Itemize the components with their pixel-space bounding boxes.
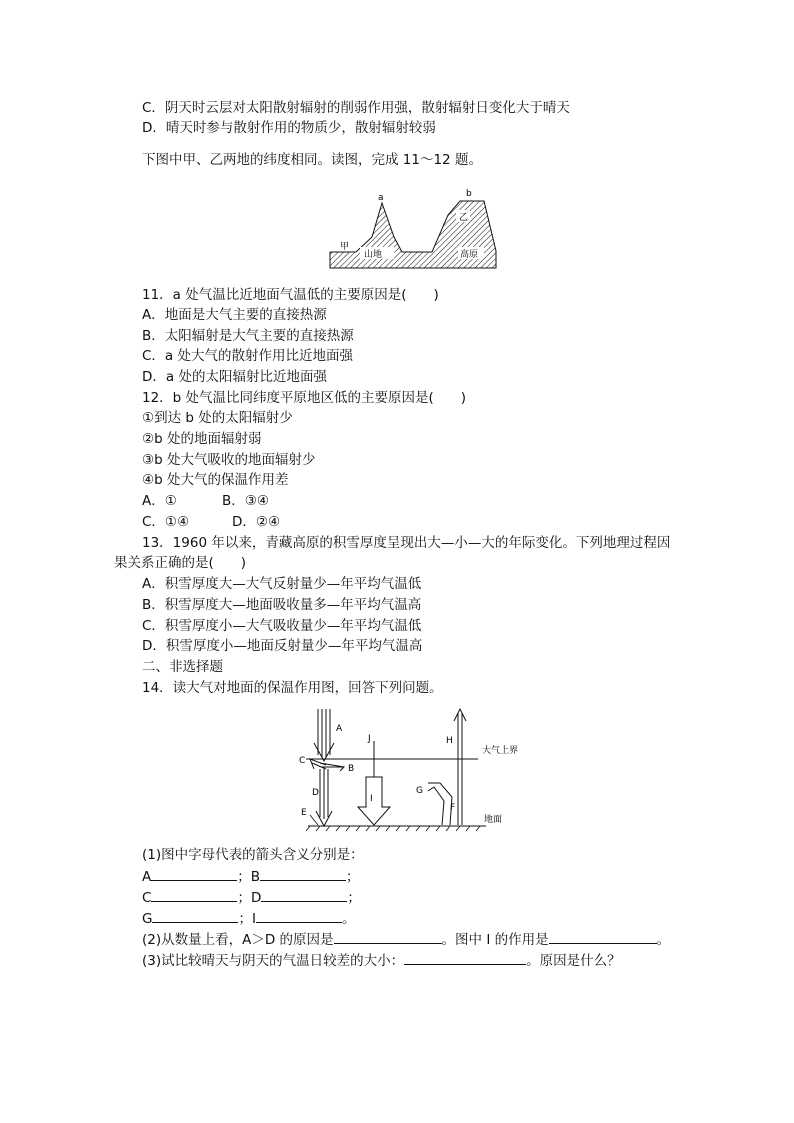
label-B: B [348, 764, 355, 774]
label-ground: 地面 [484, 815, 503, 825]
label-F: F [450, 803, 456, 813]
q14-part2: (2)从数量上看，A＞D 的原因是 。图中 I 的作用是 。 [142, 929, 670, 950]
q13-option-a: A．积雪厚度大—大气反射量少—年平均气温低 [142, 576, 422, 592]
q14-part3: (3)试比较晴天与阴天的气温日较差的大小： 。原因是什么？ [142, 950, 621, 971]
greenhouse-figure [296, 705, 526, 835]
label-b: b [466, 189, 472, 199]
q14-answer-row-1: A ；B ； [142, 866, 360, 887]
q11-option-d: D．a 处的太阳辐射比近地面强 [142, 369, 327, 385]
label-jia: 甲 [340, 242, 350, 252]
label-shandi: 山地 [364, 250, 383, 260]
terrain-figure [320, 185, 520, 273]
letter-D: D [250, 890, 262, 906]
letter-A: A [142, 869, 152, 885]
answer-blank-B[interactable] [260, 866, 346, 881]
label-gaoyuan: 高原 [460, 250, 479, 260]
q13-option-c: C．积雪厚度小—大气吸收量少—年平均气温低 [142, 618, 422, 634]
letter-B: B [250, 869, 261, 885]
letter-I: I [251, 911, 256, 927]
letter-G: G [142, 911, 153, 927]
answer-blank-reason[interactable] [334, 929, 442, 944]
q12-statement-2: ②b 处的地面辐射弱 [142, 431, 262, 447]
q11-option-a: A．地面是大气主要的直接热源 [142, 307, 327, 323]
label-E: E [301, 808, 307, 818]
q13-option-b: B．积雪厚度大—地面吸收量多—年平均气温高 [142, 597, 422, 613]
q12-option-d: D．②④ [232, 514, 281, 530]
answer-blank-A[interactable] [151, 866, 237, 881]
q12-option-a: A．① [142, 493, 177, 509]
label-D: D [312, 788, 319, 798]
ground-radiation-arrow-H [454, 709, 466, 825]
answer-blank-C[interactable] [151, 887, 237, 902]
answer-blank-comparison[interactable] [404, 950, 526, 965]
q12-statement-3: ③b 处大气吸收的地面辐射少 [142, 452, 316, 468]
q14-stem: 14．读大气对地面的保温作用图，回答下列问题。 [142, 680, 443, 696]
label-A: A [336, 724, 343, 734]
q14-part1-stem: (1)图中字母代表的箭头含义分别是： [142, 847, 364, 863]
arrow-E-pointer [310, 815, 318, 825]
q11-option-c: C．a 处大气的散射作用比近地面强 [142, 348, 353, 364]
counter-radiation-arrow-I [358, 741, 390, 825]
q13-option-d: D．积雪厚度小—地面反射量少—年平均气温高 [142, 638, 423, 654]
q13-stem-line1: 13．1960 年以来，青藏高原的积雪厚度呈现出大—小—大的年际变化。下列地理过程因 [142, 535, 671, 551]
q12-option-c: C．①④ [142, 514, 190, 530]
q12-stem: 12．b 处气温比同纬度平原地区低的主要原因是( ) [142, 390, 467, 406]
label-H: H [446, 736, 453, 746]
answer-blank-I[interactable] [256, 908, 342, 923]
answer-blank-I-function[interactable] [549, 929, 657, 944]
label-G: G [416, 786, 423, 796]
ground-hatch [306, 826, 480, 831]
answer-blank-D[interactable] [261, 887, 347, 902]
q10-option-d: D．晴天时参与散射作用的物质少，散射辐射较弱 [142, 120, 436, 136]
section-heading: 二、非选择题 [142, 659, 223, 675]
q14-answer-row-2: C ；D ； [142, 887, 361, 908]
q14-answer-row-3: G ；I 。 [142, 908, 355, 929]
label-J: J [368, 734, 371, 744]
q11-stem: 11．a 处气温比近地面气温低的主要原因是( ) [142, 287, 439, 303]
ground-radiation-arrow-F-G [428, 783, 452, 825]
q12-statement-1: ①到达 b 处的太阳辐射少 [142, 410, 293, 426]
solar-radiation-arrow-A [314, 709, 334, 761]
label-I: I [370, 794, 373, 804]
label-atmosphere-top: 大气上界 [482, 746, 519, 756]
letter-C: C [142, 890, 152, 906]
answer-blank-G[interactable] [152, 908, 238, 923]
q10-option-c: C．阴天时云层对太阳散射辐射的削弱作用强，散射辐射日变化大于晴天 [142, 100, 570, 116]
q11-option-b: B．太阳辐射是大气主要的直接热源 [142, 328, 354, 344]
q12-option-b: B．③④ [222, 493, 269, 509]
label-yi: 乙 [459, 213, 469, 223]
label-C: C [299, 756, 306, 766]
figure-intro: 下图中甲、乙两地的纬度相同。读图，完成 11～12 题。 [142, 152, 482, 168]
q13-stem-line2: 果关系正确的是( ) [114, 555, 247, 571]
q12-statement-4: ④b 处大气的保温作用差 [142, 472, 289, 488]
label-a: a [378, 193, 384, 203]
